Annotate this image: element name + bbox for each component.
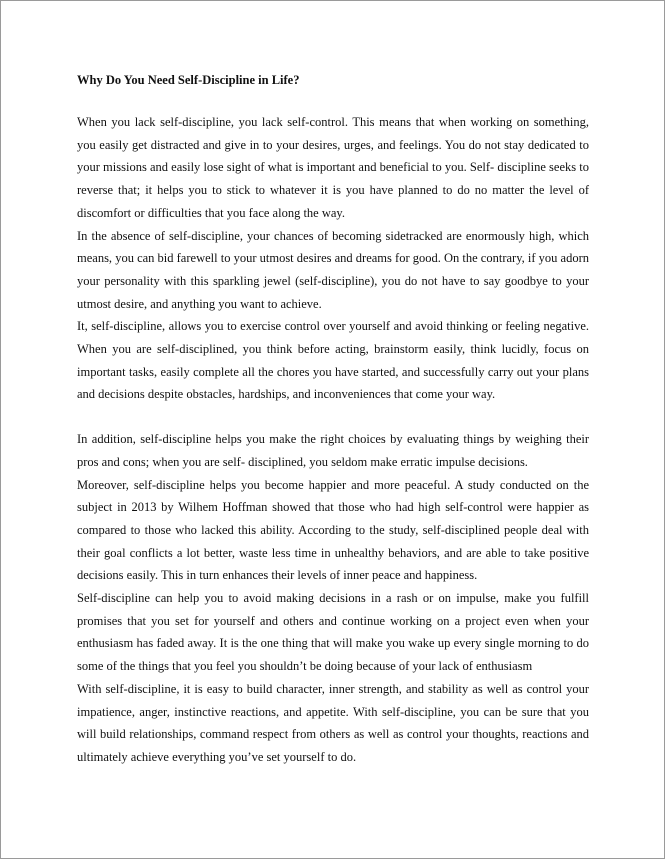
paragraph: Self-discipline can help you to avoid making decisions in a rash or on impulse, make you fulfill promises that you set for yourself and others and continue working on a project even when your enthusiasm has faded away. It is the one thing that will make you wake up every single morning to do some of the things that you feel you shouldn’t be doing because of your lack of enthusiasm (77, 591, 589, 674)
paragraph: In the absence of self-discipline, your chances of becoming sidetracked are enormously high, which means, you can bid farewell to your utmost desires and dreams for good. On the contrary, if you adorn your personality with this sparkling jewel (self-discipline), you do not have to say goodbye to your utmost desire, and anything you want to achieve. (77, 228, 589, 311)
paragraph: When you lack self-discipline, you lack self-control. This means that when working on something, you easily get distracted and give in to your desires, urges, and feelings. You do not stay dedicated to your missions and easily lose sight of what is important and beneficial to you. Self- discipline seeks to reverse that; it helps you to stick to whatever it is you have planned to do no matter the level of discomfort or difficulties that you face along the way. (77, 115, 589, 220)
paragraph: With self-discipline, it is easy to build character, inner strength, and stability as well as control your impatience, anger, instinctive reactions, and appetite. With self-discipline, you can be sure that you will build relationships, command respect from others as well as control your thoughts, reactions and ultimately achieve everything you’ve set yourself to do. (77, 681, 589, 764)
paragraph: Moreover, self-discipline helps you become happier and more peaceful. A study conducted on the subject in 2013 by Wilhem Hoffman showed that those who had high self-control were happier as compared to those who lacked this ability. According to the study, self-disciplined people deal with their goal conflicts a lot better, waste less time in unhealthy behaviors, and are able to take positive decisions easily. This in turn enhances their levels of inner peace and happiness. (77, 477, 589, 583)
page-content (77, 71, 589, 769)
page-title: Why Do You Need Self-Discipline in Life? (77, 73, 300, 87)
section-gap (77, 406, 589, 428)
paragraph: It, self-discipline, allows you to exercise control over yourself and avoid thinking or feeling negative. When you are self-disciplined, you think before acting, brainstorm easily, think lucidly, focus on important tasks, easily complete all the chores you have started, and successfully carry out your plans and decisions despite obstacles, hardships, and inconveniences that come your way. (77, 319, 589, 402)
paragraph: In addition, self-discipline helps you make the right choices by evaluating things by weighing their pros and cons; when you are self- disciplined, you seldom make erratic impulse decisions. (77, 432, 589, 469)
